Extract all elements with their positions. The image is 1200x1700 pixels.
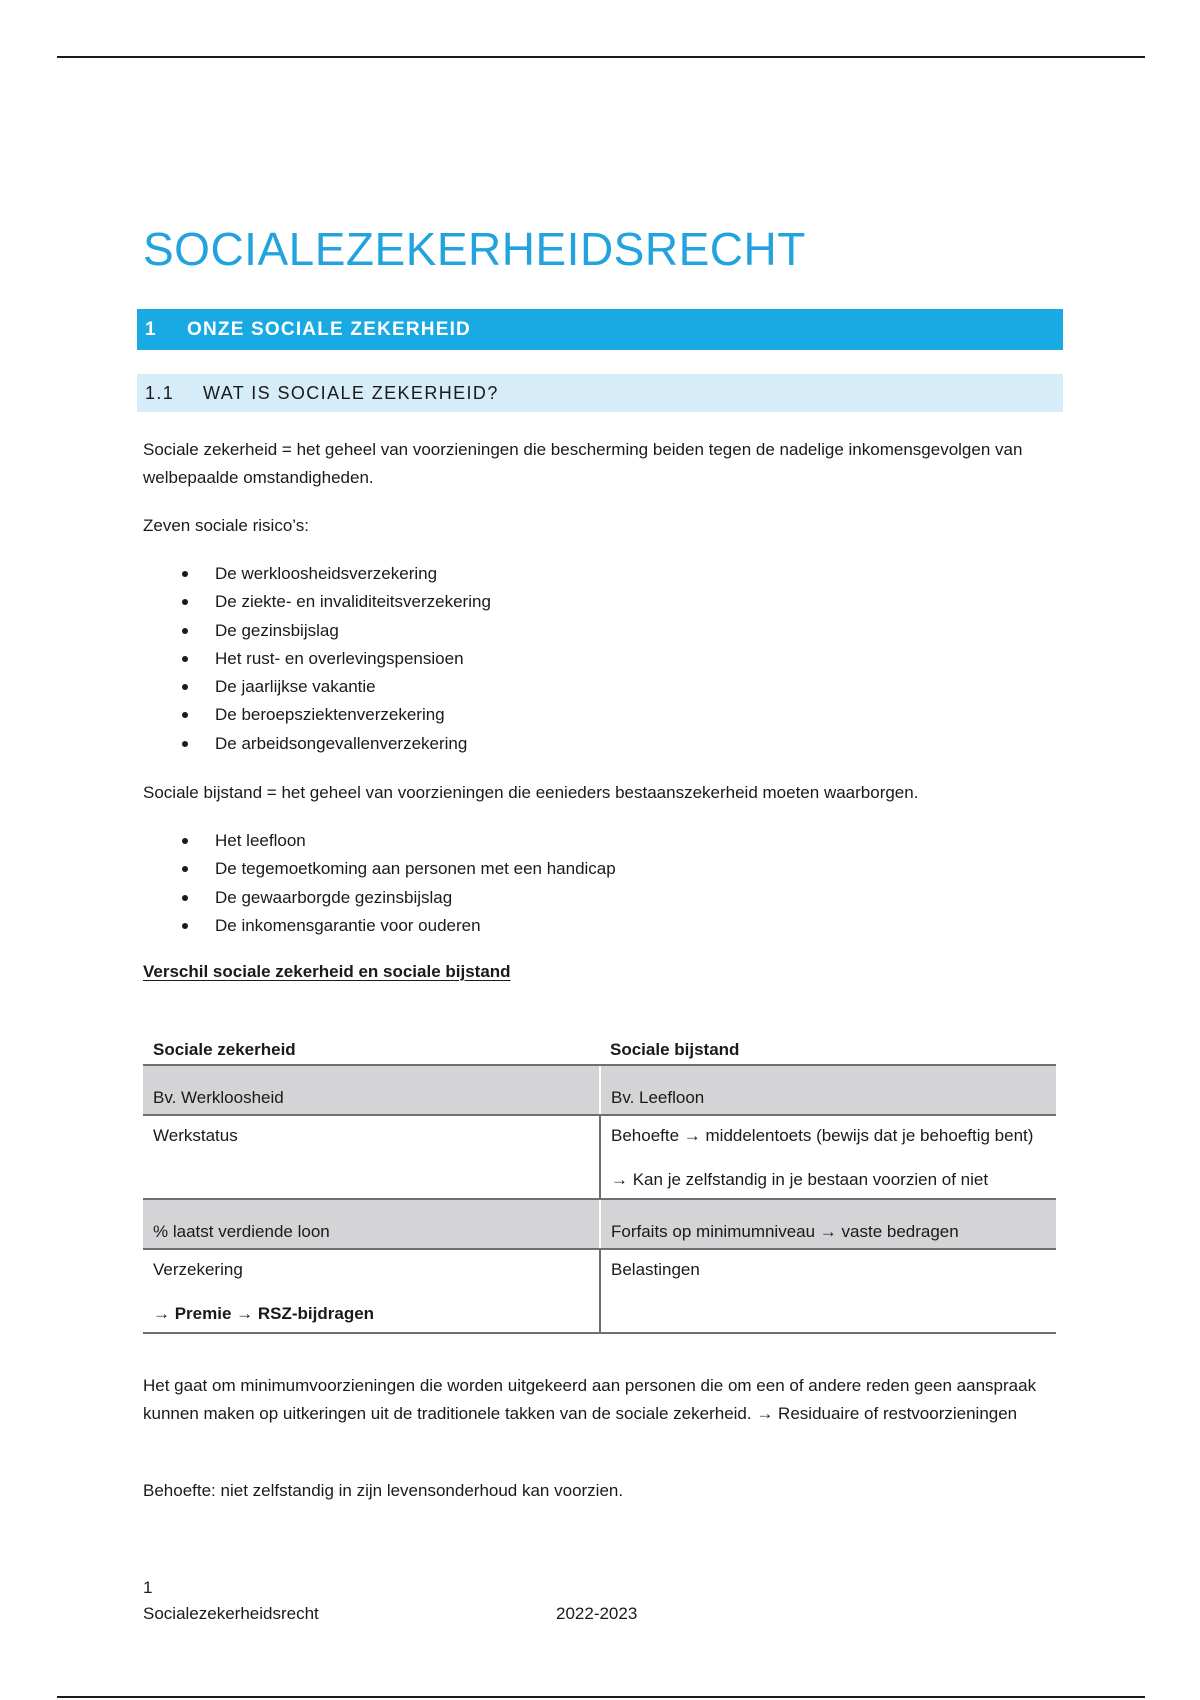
header-rule	[57, 56, 1145, 58]
minimum-paragraph: Het gaat om minimumvoorzieningen die worden uitgekeerd aan personen die om een of andere reden geen aanspraak kunnen maken op uitkeringen uit de traditionele takken van de sociale zekerheid. → Residuaire of restvoorzieningen	[143, 1376, 1037, 1423]
list-item: Het rust- en overlevingspensioen	[143, 645, 491, 673]
document-title: SOCIALEZEKERHEIDSRECHT	[143, 223, 806, 275]
behoefte-paragraph: Behoefte: niet zelfstandig in zijn levensonderhoud kan voorzien.	[143, 1481, 624, 1500]
risks-intro: Zeven sociale risico’s:	[143, 516, 309, 535]
list-item: Het leefloon	[143, 827, 616, 855]
list-item: De gezinsbijslag	[143, 617, 491, 645]
table-cell: Werkstatus	[143, 1115, 600, 1199]
list-item: De tegemoetkoming aan personen met een handicap	[143, 855, 616, 883]
table-row	[143, 1065, 1056, 1115]
list-item: De inkomensgarantie voor ouderen	[143, 912, 616, 940]
table-row	[143, 1115, 1056, 1199]
heading-1-text: ONZE SOCIALE ZEKERHEID	[187, 318, 471, 340]
comparison-heading: Verschil sociale zekerheid en sociale bijstand	[143, 962, 511, 981]
footer-year: 2022-2023	[556, 1604, 638, 1623]
bijstand-paragraph: Sociale bijstand = het geheel van voorzieningen die eenieders bestaanszekerheid moeten waarborgen.	[143, 783, 919, 802]
definition-paragraph: Sociale zekerheid = het geheel van voorzieningen die bescherming beiden tegen de nadelige inkomensgevolgen van welbepaalde omstandigheden.	[143, 440, 1023, 487]
column-header: Sociale bijstand	[600, 1026, 1056, 1065]
bijstand-list	[143, 827, 616, 940]
list-item: De gewaarborgde gezinsbijslag	[143, 884, 616, 912]
heading-1-1-number: 1.1	[145, 382, 175, 403]
comparison-table	[143, 1026, 1056, 1334]
table-cell: Bv. Werkloosheid	[143, 1065, 600, 1115]
list-item: De arbeidsongevallenverzekering	[143, 730, 491, 758]
footer-rule	[57, 1696, 1145, 1698]
cell-paragraph: → Premie → RSZ-bijdragen	[153, 1304, 375, 1323]
list-item: De ziekte- en invaliditeitsverzekering	[143, 588, 491, 616]
table-header-row	[143, 1026, 1056, 1065]
column-header: Sociale zekerheid	[143, 1026, 600, 1065]
page-number: 1	[143, 1578, 153, 1597]
list-item: De beroepsziektenverzekering	[143, 701, 491, 729]
heading-1-1	[137, 374, 1063, 412]
heading-1	[137, 309, 1063, 350]
cell-paragraph: Behoefte → middelentoets (bewijs dat je behoeftig bent)	[611, 1126, 1034, 1145]
heading-1-number: 1	[145, 318, 157, 340]
cell-paragraph: → Kan je zelfstandig in je bestaan voorzien of niet	[611, 1170, 989, 1189]
risks-list	[143, 560, 491, 758]
table-cell: Belastingen	[600, 1249, 1056, 1333]
table-cell: Bv. Leefloon	[600, 1065, 1056, 1115]
table-cell	[600, 1115, 1056, 1199]
table-cell: Forfaits op minimumniveau → vaste bedragen	[600, 1199, 1056, 1249]
table-cell: % laatst verdiende loon	[143, 1199, 600, 1249]
cell-paragraph: Verzekering	[153, 1260, 243, 1279]
list-item: De jaarlijkse vakantie	[143, 673, 491, 701]
heading-1-1-text: WAT IS SOCIALE ZEKERHEID?	[203, 382, 499, 403]
list-item: De werkloosheidsverzekering	[143, 560, 491, 588]
table-cell	[143, 1249, 600, 1333]
table-row	[143, 1249, 1056, 1333]
footer-title: Socialezekerheidsrecht	[143, 1604, 319, 1623]
table-row	[143, 1199, 1056, 1249]
